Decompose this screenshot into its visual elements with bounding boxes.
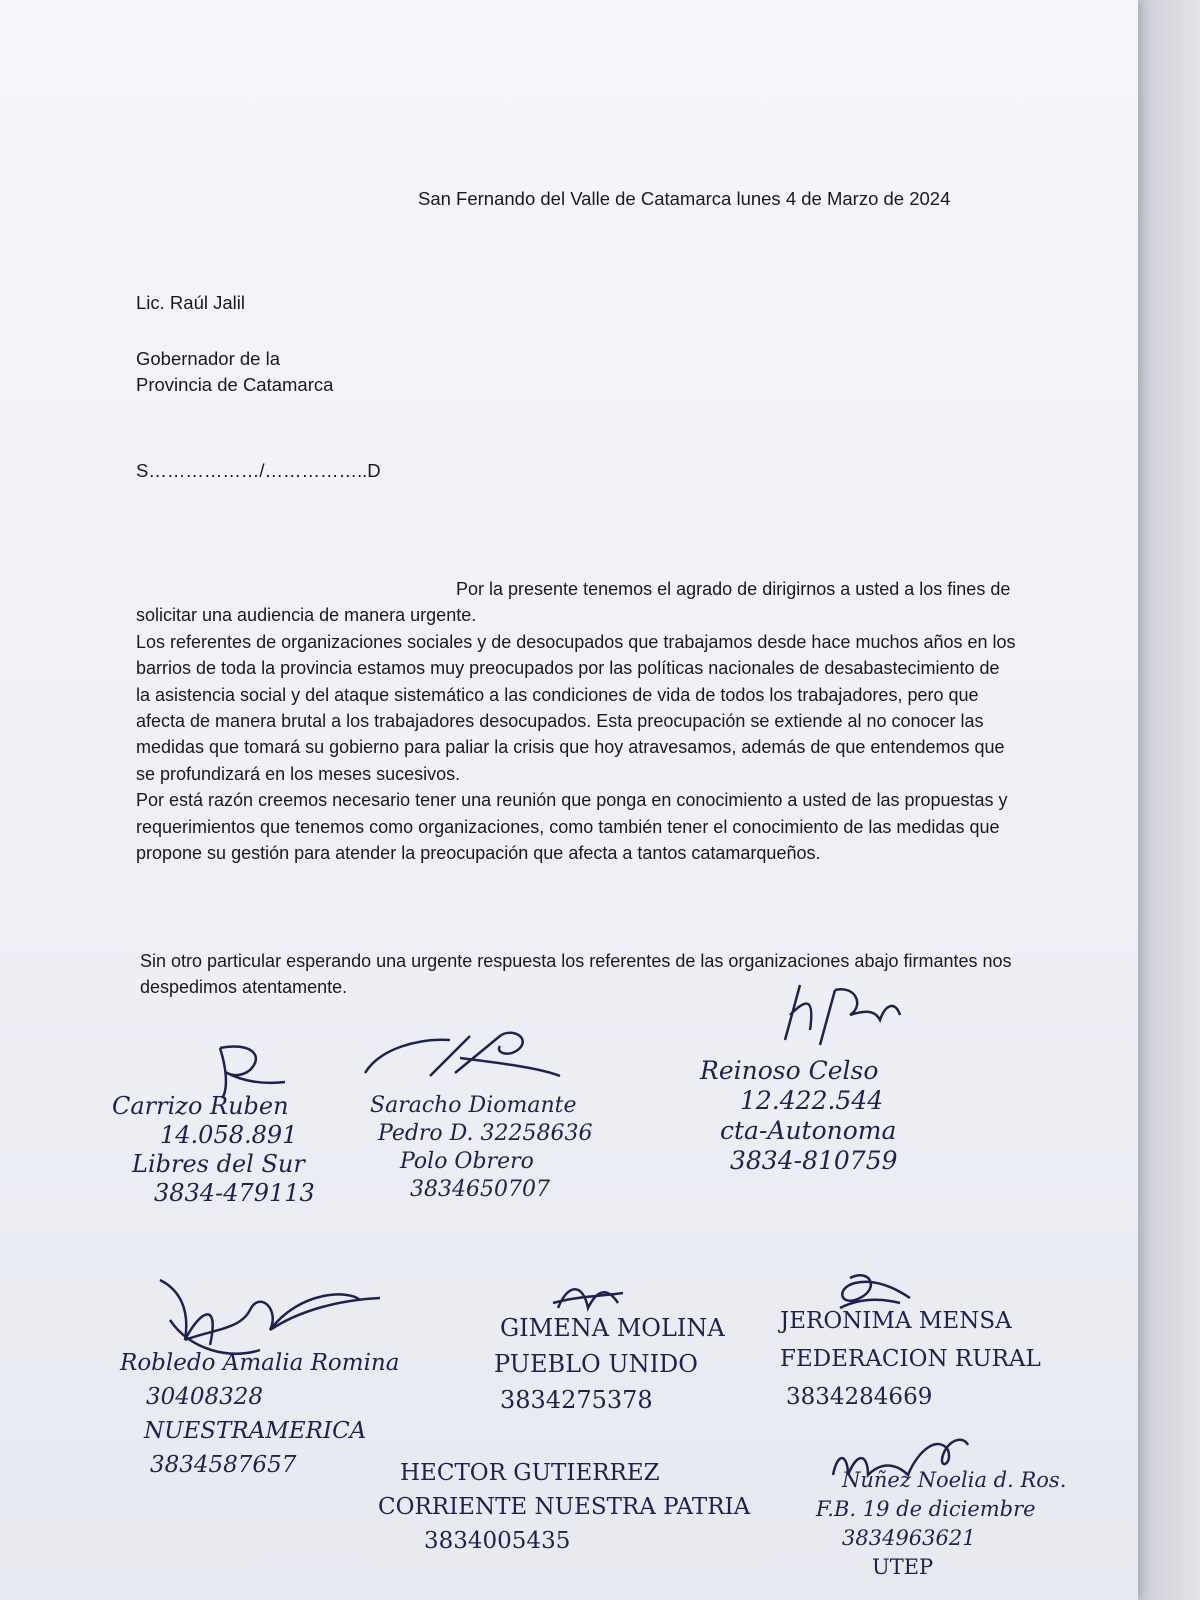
signatory-phone: 3834-479113 [154,1179,315,1207]
recipient-name: Lic. Raúl Jalil [136,292,245,313]
signatory-block [700,1056,898,1176]
closing-paragraph: Sin otro particular esperando una urgente respuesta los referentes de las organizaciones abajo firmantes nos despedimos atentamente. [140,951,1012,998]
signatory-block [494,1310,725,1418]
salutation: S………………/……………..D [136,460,381,481]
signatory-org: NUESTRAMERICA [144,1418,367,1444]
signatory-block [370,1092,593,1204]
paragraph-2: Los referentes de organizaciones sociales y de desocupados que trabajamos desde hace muchos años en los barrios de toda la provincia estamos muy preocupados por las políticas nacionales de desabastecimiento de la asistencia social y del ataque sistemático a las condiciones de vida de todos los trabajadores, pero que afecta de manera brutal a los trabajadores desocupados. Esta preocupación se extiende al no conocer las medidas que tomará su gobierno para paliar la crisis que hoy atravesamos, además de que entendemos que se profundizará en los meses sucesivos. [136,631,1016,784]
recipient-title-line2: Provincia de Catamarca [136,374,334,395]
signatory-org: cta-Autonoma [720,1116,897,1145]
signatory-org: Libres del Sur [132,1150,305,1178]
recipient-title-line1: Gobernador de la [136,348,280,369]
signatory-name: Carrizo Ruben [112,1092,289,1120]
signatory-org: UTEP [872,1555,934,1579]
signatory-phone: 3834284669 [786,1384,933,1410]
date-line: San Fernando del Valle de Catamarca lunes 4 de Marzo de 2024 [418,188,951,209]
signatory-block [112,1092,315,1208]
signatory-block [120,1346,399,1482]
signatory-phone: 3834587657 [150,1452,297,1478]
signatory-name: Nuñez Noelia d. Ros. [842,1468,1067,1492]
signatory-org: Polo Obrero [400,1149,534,1174]
paragraph-1: Por la presente tenemos el agrado de dirigirnos a usted a los fines de solicitar una audiencia de manera urgente. [136,579,1011,626]
signatory-block [378,1456,751,1558]
signatory-block [816,1466,1067,1582]
signature-scribble-saracho [360,1028,570,1093]
paragraph-3: Por está razón creemos necesario tener una reunión que ponga en conocimiento a usted de las propuestas y requerimientos que tenemos como organizaciones, como también tener el conocimiento de las medidas que propone su gestión para atender la preocupación que afecta a tantos catamarqueños. [136,790,1008,864]
signatory-name: Saracho Diomante [370,1093,577,1118]
signatory-phone: 3834275378 [500,1386,653,1414]
signatory-name: GIMENA MOLINA [500,1314,725,1342]
background-surface [1130,0,1200,1600]
signature-scribble-reinoso [780,980,920,1055]
signatory-id: 14.058.891 [160,1121,298,1149]
signatory-org: CORRIENTE NUESTRA PATRIA [378,1494,751,1520]
signatory-name: Reinoso Celso [700,1056,879,1085]
signatory-phone: 3834-810759 [730,1146,898,1175]
signatory-id: F.B. 19 de diciembre [816,1497,1036,1521]
signatory-phone: 3834650707 [410,1177,550,1202]
signatory-phone: 3834005435 [424,1528,571,1554]
signatory-name: JERONIMA MENSA [780,1308,1012,1334]
signatory-phone: 3834963621 [842,1526,976,1550]
signatory-id: Pedro D. 32258636 [378,1121,593,1146]
signatory-name: HECTOR GUTIERREZ [400,1460,660,1486]
signatory-id: 30408328 [146,1384,264,1410]
signatory-id: 12.422.544 [740,1086,884,1115]
signatory-name: Robledo Amalia Romina [120,1350,400,1376]
signatory-org: PUEBLO UNIDO [494,1350,698,1378]
signatory-org: FEDERACION RURAL [780,1346,1041,1372]
signatory-block [780,1302,1041,1416]
letter-body [136,576,1016,866]
